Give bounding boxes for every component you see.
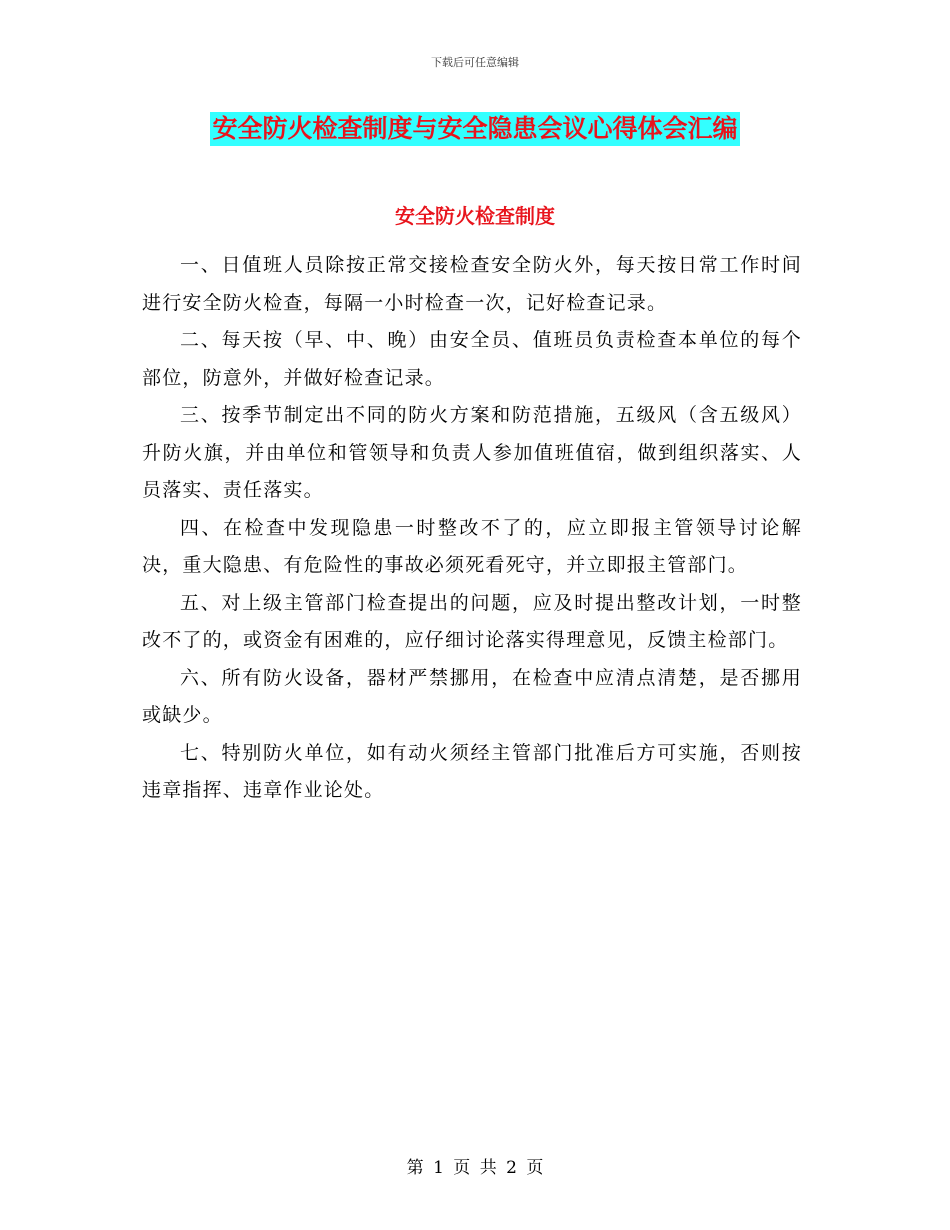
- paragraph-6: 六、所有防火设备，器材严禁挪用，在检查中应清点清楚，是否挪用或缺少。: [142, 666, 802, 726]
- header-note: 下载后可任意编辑: [431, 56, 519, 69]
- paragraph-3: 三、按季节制定出不同的防火方案和防范措施，五级风（含五级风）升防火旗，并由单位和管领导和负责人参加值班值宿，做到组织落实、人员落实、责任落实。: [142, 404, 802, 501]
- page-number-footer: 第 1 页 共 2 页: [406, 1158, 544, 1178]
- document-body: [142, 247, 802, 810]
- document-title: 安全防火检查制度与安全隐患会议心得体会汇编: [210, 112, 739, 146]
- paragraph-4: 四、在检查中发现隐患一时整改不了的，应立即报主管领导讨论解决，重大隐患、有危险性的事故必须死看死守，并立即报主管部门。: [142, 516, 802, 576]
- paragraph-7: 七、特别防火单位，如有动火须经主管部门批准后方可实施，否则按违章指挥、违章作业论处。: [142, 741, 802, 801]
- paragraph-1: 一、日值班人员除按正常交接检查安全防火外，每天按日常工作时间进行安全防火检查，每隔一小时检查一次，记好检查记录。: [142, 254, 802, 314]
- document-title-container: [0, 112, 950, 146]
- section-title: 安全防火检查制度: [395, 204, 555, 228]
- paragraph-2: 二、每天按（早、中、晚）由安全员、值班员负责检查本单位的每个部位，防意外，并做好检查记录。: [142, 329, 802, 389]
- paragraph-5: 五、对上级主管部门检查提出的问题，应及时提出整改计划，一时整改不了的，或资金有困难的，应仔细讨论落实得理意见，反馈主检部门。: [142, 591, 802, 651]
